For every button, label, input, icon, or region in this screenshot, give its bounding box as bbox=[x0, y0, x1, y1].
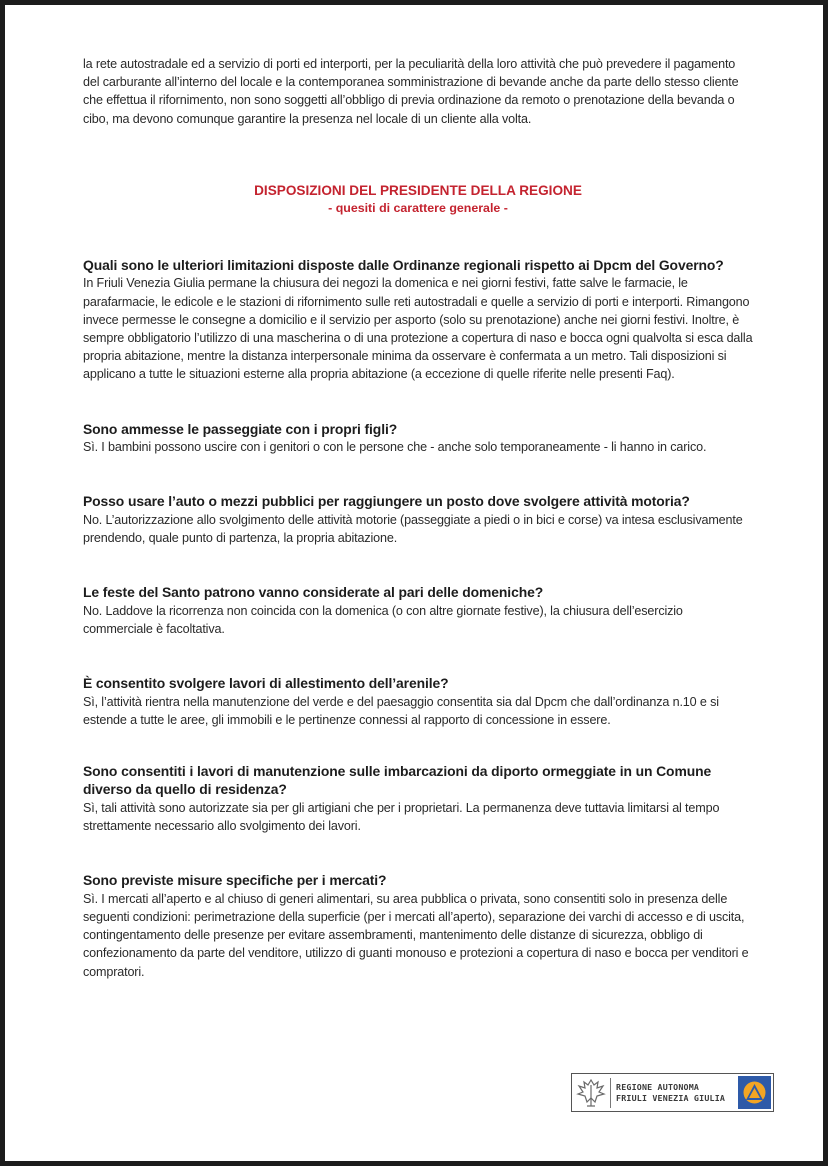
faq-item bbox=[83, 492, 753, 547]
faq-answer: No. Laddove la ricorrenza non coincida con la domenica (o con altre giornate festive), la chiusura dell’esercizio commerciale è facoltativa. bbox=[83, 603, 683, 636]
faq-item bbox=[83, 674, 753, 729]
logo-text bbox=[616, 1082, 725, 1103]
faq-item bbox=[83, 871, 753, 981]
civil-protection-icon bbox=[738, 1076, 771, 1109]
section-title: DISPOSIZIONI DEL PRESIDENTE DELLA REGIONE bbox=[254, 182, 582, 198]
faq-answer: Sì. I mercati all’aperto e al chiuso di generi alimentari, su area pubblica o privata, sono consentiti solo in presenza delle seguenti condizioni: perimetrazione della superficie (per i mercati all’aperto), separazione dei varchi di accesso e di uscita, contingentamento delle presenze per evitare assembramenti, mantenimento delle distanze di sicurezza, obbligo di confezionamento da parte del venditore, utilizzo di guanti monouso e protezioni a copertura di naso e bocca per venditori e compratori. bbox=[83, 891, 749, 979]
faq-question: Sono previste misure specifiche per i mercati? bbox=[83, 872, 387, 889]
region-logo bbox=[571, 1073, 774, 1112]
civil-protection-emblem bbox=[738, 1076, 771, 1109]
faq-item bbox=[83, 256, 753, 384]
faq-answer: Sì. I bambini possono uscire con i genitori o con le persone che - anche solo temporaneamente - li hanno in carico. bbox=[83, 440, 707, 455]
logo-divider bbox=[610, 1078, 611, 1108]
faq-question: Sono ammesse le passeggiate con i propri figli? bbox=[83, 420, 398, 437]
faq-question: Le feste del Santo patrono vanno considerate al pari delle domeniche? bbox=[83, 584, 544, 601]
faq-answer: Sì, l’attività rientra nella manutenzione del verde e del paesaggio consentita sia dal Dpcm che dall’ordinanza n.10 e si estende a tutte le aree, gli immobili e le pertinenze connessi al rapporto di concessione in essere. bbox=[83, 694, 719, 727]
logo-line-1: REGIONE AUTONOMA bbox=[616, 1082, 700, 1092]
document-page bbox=[5, 5, 823, 1161]
faq-item bbox=[83, 420, 753, 457]
faq-answer: Sì, tali attività sono autorizzate sia per gli artigiani che per i proprietari. La permanenza deve tuttavia limitarsi al tempo strettamente necessario allo svolgimento dei lavori. bbox=[83, 800, 720, 834]
faq-answer: In Friuli Venezia Giulia permane la chiusura dei negozi la domenica e nei giorni festivi, fatte salve le farmacie, le parafarmacie, le edicole e le stazioni di rifornimento sulle reti autostradali e quelle a servizio di porti e interporti. Rimangono invece permesse le consegne a domicilio e il servizio per asporto (solo su prenotazione) anche nei giorni festivi. Inoltre, è sempre obbligatorio l’utilizzo di una mascherina o di una protezione a copertura di naso e bocca ogni qualvolta si esca dalla propria abitazione, mentre la distanza interpersonale minima da osservare è confermata a un metro. Tali disposizioni si applicano a tutte le situazioni esterne alla propria abitazione (a eccezione di quelle riferite nelle presenti Faq). bbox=[83, 276, 753, 382]
section-header bbox=[83, 182, 753, 216]
faq-answer: No. L’autorizzazione allo svolgimento delle attività motorie (passeggiate a piedi o in bici e corse) va intesa esclusivamente prendendo, quale punto di partenza, la propria abitazione. bbox=[83, 512, 743, 545]
faq-question: Sono consentiti i lavori di manutenzione sulle imbarcazioni da diporto ormeggiate in un Comune diverso da quello di residenza? bbox=[83, 762, 712, 798]
section-subtitle: - quesiti di carattere generale - bbox=[328, 200, 508, 215]
faq-question: Posso usare l’auto o mezzi pubblici per raggiungere un posto dove svolgere attività motoria? bbox=[83, 493, 690, 510]
faq-question: Quali sono le ulteriori limitazioni disposte dalle Ordinanze regionali rispetto ai Dpcm del Governo? bbox=[83, 256, 724, 273]
faq-item bbox=[83, 583, 753, 638]
faq-question: È consentito svolgere lavori di allestimento dell’arenile? bbox=[83, 675, 449, 692]
page-content bbox=[83, 55, 753, 981]
logo-line-2: FRIULI VENEZIA GIULIA bbox=[616, 1092, 726, 1103]
faq-item bbox=[83, 762, 753, 835]
eagle-emblem-icon bbox=[575, 1076, 607, 1110]
intro-paragraph: la rete autostradale ed a servizio di porti ed interporti, per la peculiarità della loro attività che può prevedere il pagamento del carburante all’interno del locale e la contemporanea somministrazione di bevande anche da parte dello stesso cliente che effettua il rifornimento, non sono soggetti all’obbligo di previa ordinazione da remoto o prenotazione della bevanda o cibo, ma devono comunque garantire la presenza nel locale di un cliente alla volta. bbox=[83, 57, 739, 126]
